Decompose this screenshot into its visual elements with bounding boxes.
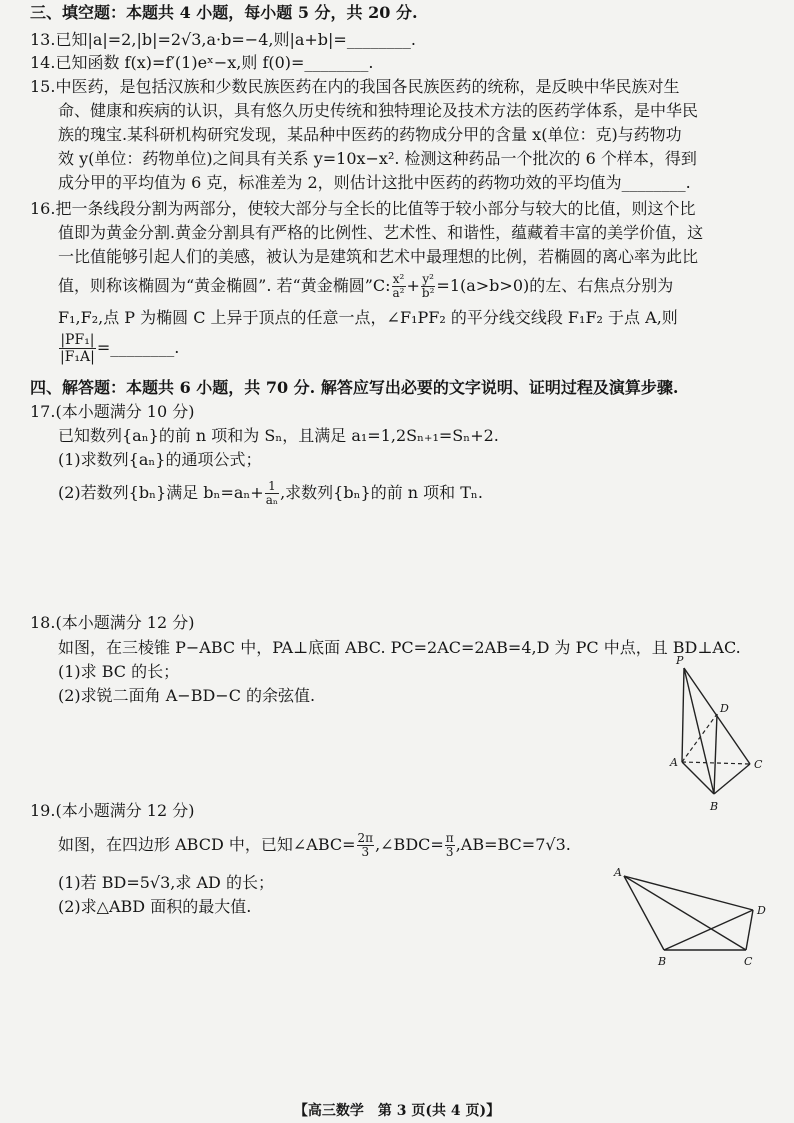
page-footer: 【高三数学 第 3 页(共 4 页)】: [293, 1103, 501, 1119]
vertex-label-a: A: [670, 756, 678, 769]
question-16-text: =1(a>b>0)的左、右焦点分别为: [436, 276, 674, 295]
question-13: 13.已知|a|=2,|b|=2√3,a·b=−4,则|a+b|=________.: [30, 30, 416, 49]
angle-fraction: $\frac{\pi}{3}$: [445, 831, 454, 859]
question-16-line: 一比值能够引起人们的美感，被认为是建筑和艺术中最理想的比例，若椭圆的离心率为此比: [58, 247, 699, 266]
question-15-line: 成分甲的平均值为 6 克，标准差为 2，则估计这批中医药的药物功效的平均值为________.: [58, 173, 691, 192]
vertex-label-b: B: [658, 955, 667, 968]
ellipse-x-term: $\frac{\text{x²}}{\text{a²}}$: [392, 272, 405, 300]
vertex-label-p: P: [676, 654, 684, 667]
vertex-label-d: D: [720, 702, 729, 715]
question-18-part2: (2)求锐二面角 A−BD−C 的余弦值.: [58, 686, 316, 705]
reciprocal-fraction: $\frac{1}{\text{aₙ}}$: [265, 479, 279, 507]
question-15-line: 命、健康和疾病的认识，具有悠久历史传统和独特理论及技术方法的医药学体系，是中华民: [58, 101, 699, 120]
vertex-label-c: C: [744, 955, 753, 968]
question-14: 14.已知函数 f(x)=f′(1)eˣ−x,则 f(0)=________.: [30, 53, 374, 72]
question-18-title: 18.(本小题满分 12 分): [30, 613, 195, 632]
question-16-line: 值即为黄金分割.黄金分割具有严格的比例性、艺术性、和谐性，蕴藏着丰富的美学价值，这: [58, 223, 704, 242]
question-17-part1: (1)求数列{aₙ}的通项公式；: [58, 450, 262, 469]
question-16-line: 16.把一条线段分割为两部分，使较大部分与全长的比值等于较小部分与较大的比值，则这个比: [30, 199, 696, 218]
question-18-part1: (1)求 BC 的长；: [58, 662, 180, 681]
ellipse-y-term: $\frac{\text{y²}}{\text{b²}}$: [421, 272, 435, 300]
question-16-ellipse-line: 值，则称该椭圆为“黄金椭圆”. 若“黄金椭圆”C: $\frac{\text{x²}}{\text{a²}}$ + $\frac{\text{y²}}{\text{b²}}$ =1(a>b>0)的左、右焦点分别为: [58, 272, 674, 300]
question-19-part1: (1)若 BD=5√3,求 AD 的长；: [58, 873, 274, 892]
question-15-line: 15.中医药，是包括汉族和少数民族医药在内的我国各民族医药的统称，是反映中华民族对生: [30, 77, 680, 96]
section3-heading: 三、填空题：本题共 4 小题，每小题 5 分，共 20 分.: [30, 3, 418, 22]
question-19-title: 19.(本小题满分 12 分): [30, 801, 195, 820]
question-15-line: 效 y(单位：药物单位)之间具有关系 y=10x−x². 检测这种药品一个批次的 6 个样本，得到: [58, 149, 697, 168]
question-17-stem: 已知数列{aₙ}的前 n 项和为 Sₙ，且满足 a₁=1,2Sₙ₊₁=Sₙ+2.: [58, 426, 499, 445]
question-16-text: 值，则称该椭圆为“黄金椭圆”. 若“黄金椭圆”C:: [58, 276, 391, 295]
question-17-title: 17.(本小题满分 10 分): [30, 402, 195, 421]
vertex-label-b: B: [710, 800, 719, 813]
question-17-part2: (2)若数列{bₙ}满足 bₙ=aₙ+ $\frac{1}{\text{aₙ}}$ ,求数列{bₙ}的前 n 项和 Tₙ.: [58, 479, 483, 507]
question-16-ratio-line: [58, 332, 770, 365]
vertex-label-c: C: [754, 758, 763, 771]
question-18-stem: 如图，在三棱锥 P−ABC 中，PA⊥底面 ABC. PC=2AC=2AB=4,D 为 PC 中点，且 BD⊥AC.: [58, 638, 741, 657]
question-16-line: F₁,F₂,点 P 为椭圆 C 上异于顶点的任意一点，∠F₁PF₂ 的平分线交线段 F₁F₂ 于点 A,则: [58, 308, 678, 327]
quadrilateral-figure: [610, 862, 780, 972]
tetrahedron-figure: [662, 650, 772, 820]
ratio-fraction: $\frac{\text{|PF₁|}}{\text{|F₁A|}}$: [60, 332, 95, 365]
question-19-stem: 如图，在四边形 ABCD 中，已知∠ABC= $\frac{2\pi}{3}$ ,∠BDC= $\frac{\pi}{3}$ ,AB=BC=7√3.: [58, 831, 571, 859]
section4-heading: 四、解答题：本题共 6 小题，共 70 分. 解答应写出必要的文字说明、证明过程及演算步骤.: [30, 378, 679, 397]
angle-fraction: $\frac{2\pi}{3}$: [357, 831, 374, 859]
vertex-label-a: A: [614, 866, 622, 879]
question-16-answer-blank: =________.: [96, 338, 180, 357]
question-19-part2: (2)求△ABD 面积的最大值.: [58, 897, 252, 916]
question-15-line: 族的瑰宝.某科研机构研究发现，某品种中医药的药物成分甲的含量 x(单位：克)与药物功: [58, 125, 682, 144]
vertex-label-d: D: [757, 904, 766, 917]
